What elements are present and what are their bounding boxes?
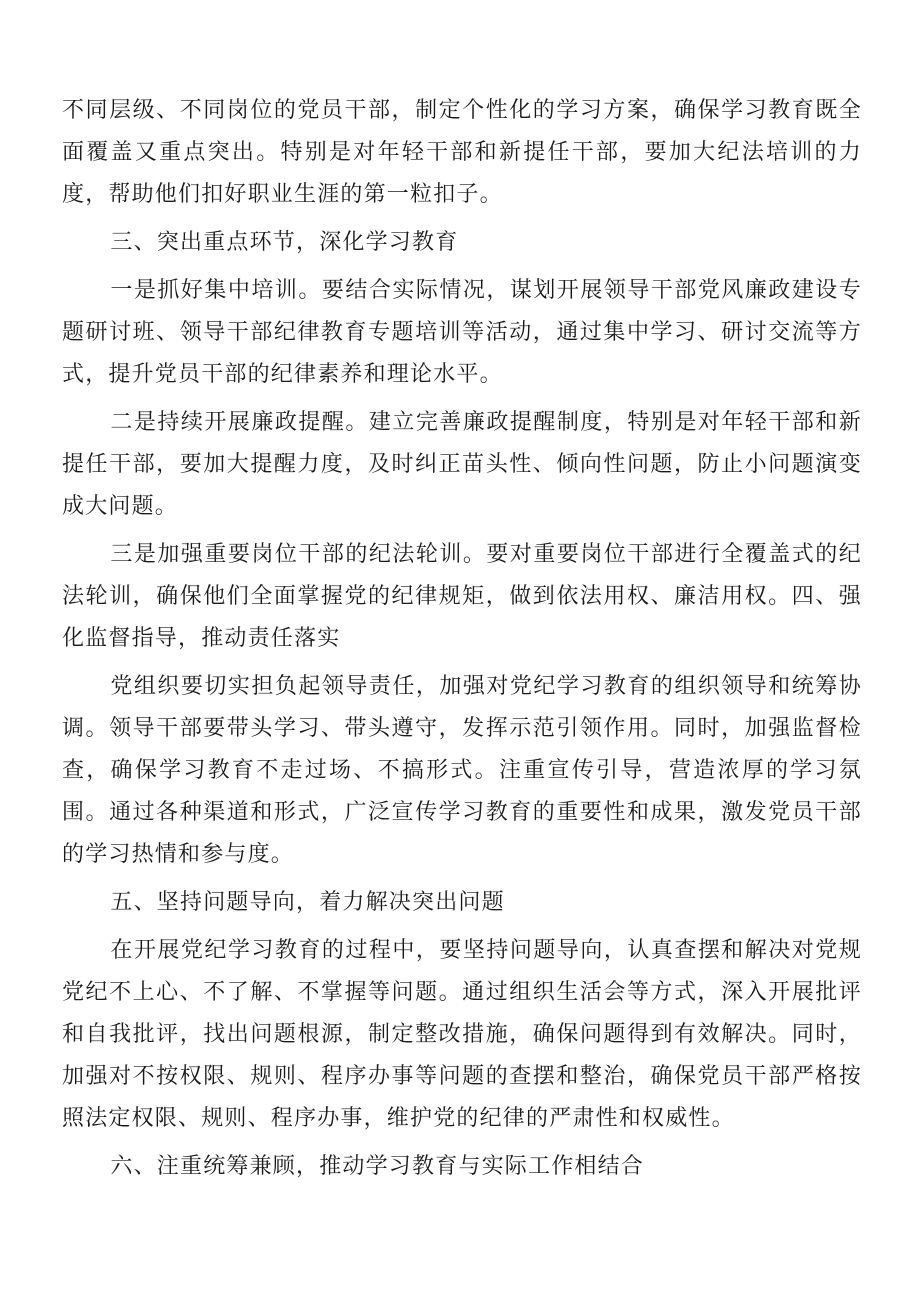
- section-heading-6: 六、注重统筹兼顾，推动学习教育与实际工作相结合: [110, 1154, 644, 1179]
- paragraph-problem-oriented: 在开展党纪学习教育的过程中，要坚持问题导向，认真查摆和解决对党规党纪不上心、不了解、不掌握等问题。通过组织生活会等方式，深入开展批评和自我批评，找出问题根源，制定整改措施，确保问题得到有效解决。同时，加强对不按权限、规则、程序办事等问题的查摆和整治，确保党员干部严格按照法定权限、规则、程序办事，维护党的纪律的严肃性和权威性。: [62, 938, 862, 1131]
- paragraph-integrity-reminder: 二是持续开展廉政提醒。建立完善廉政提醒制度，特别是对年轻干部和新提任干部，要加大提醒力度，及时纠正苗头性、倾向性问题，防止小问题演变成大问题。: [62, 410, 862, 519]
- section-heading-3: 三、突出重点环节，深化学习教育: [110, 230, 459, 255]
- paragraph-concentrated-training: 一是抓好集中培训。要结合实际情况，谋划开展领导干部党风廉政建设专题研讨班、领导干部纪律教育专题培训等活动，通过集中学习、研讨交流等方式，提升党员干部的纪律素养和理论水平。: [62, 278, 862, 387]
- section-heading-5: 五、坚持问题导向，着力解决突出问题: [110, 890, 505, 915]
- paragraph-supervision: 党组织要切实担负起领导责任，加强对党纪学习教育的组织领导和统筹协调。领导干部要带头学习、带头遵守，发挥示范引领作用。同时，加强监督检查，确保学习教育不走过场、不搞形式。注重宣传引导，营造浓厚的学习氛围。通过各种渠道和形式，广泛宣传学习教育的重要性和成果，激发党员干部的学习热情和参与度。: [62, 674, 862, 867]
- paragraph-key-post-training: 三是加强重要岗位干部的纪法轮训。要对重要岗位干部进行全覆盖式的纪法轮训，确保他们全面掌握党的纪律规矩，做到依法用权、廉洁用权。四、强化监督指导，推动责任落实: [62, 542, 862, 651]
- document-body: [62, 90, 862, 1194]
- paragraph-continuation: 不同层级、不同岗位的党员干部，制定个性化的学习方案，确保学习教育既全面覆盖又重点突出。特别是对年轻干部和新提任干部，要加大纪法培训的力度，帮助他们扣好职业生涯的第一粒扣子。: [62, 98, 862, 207]
